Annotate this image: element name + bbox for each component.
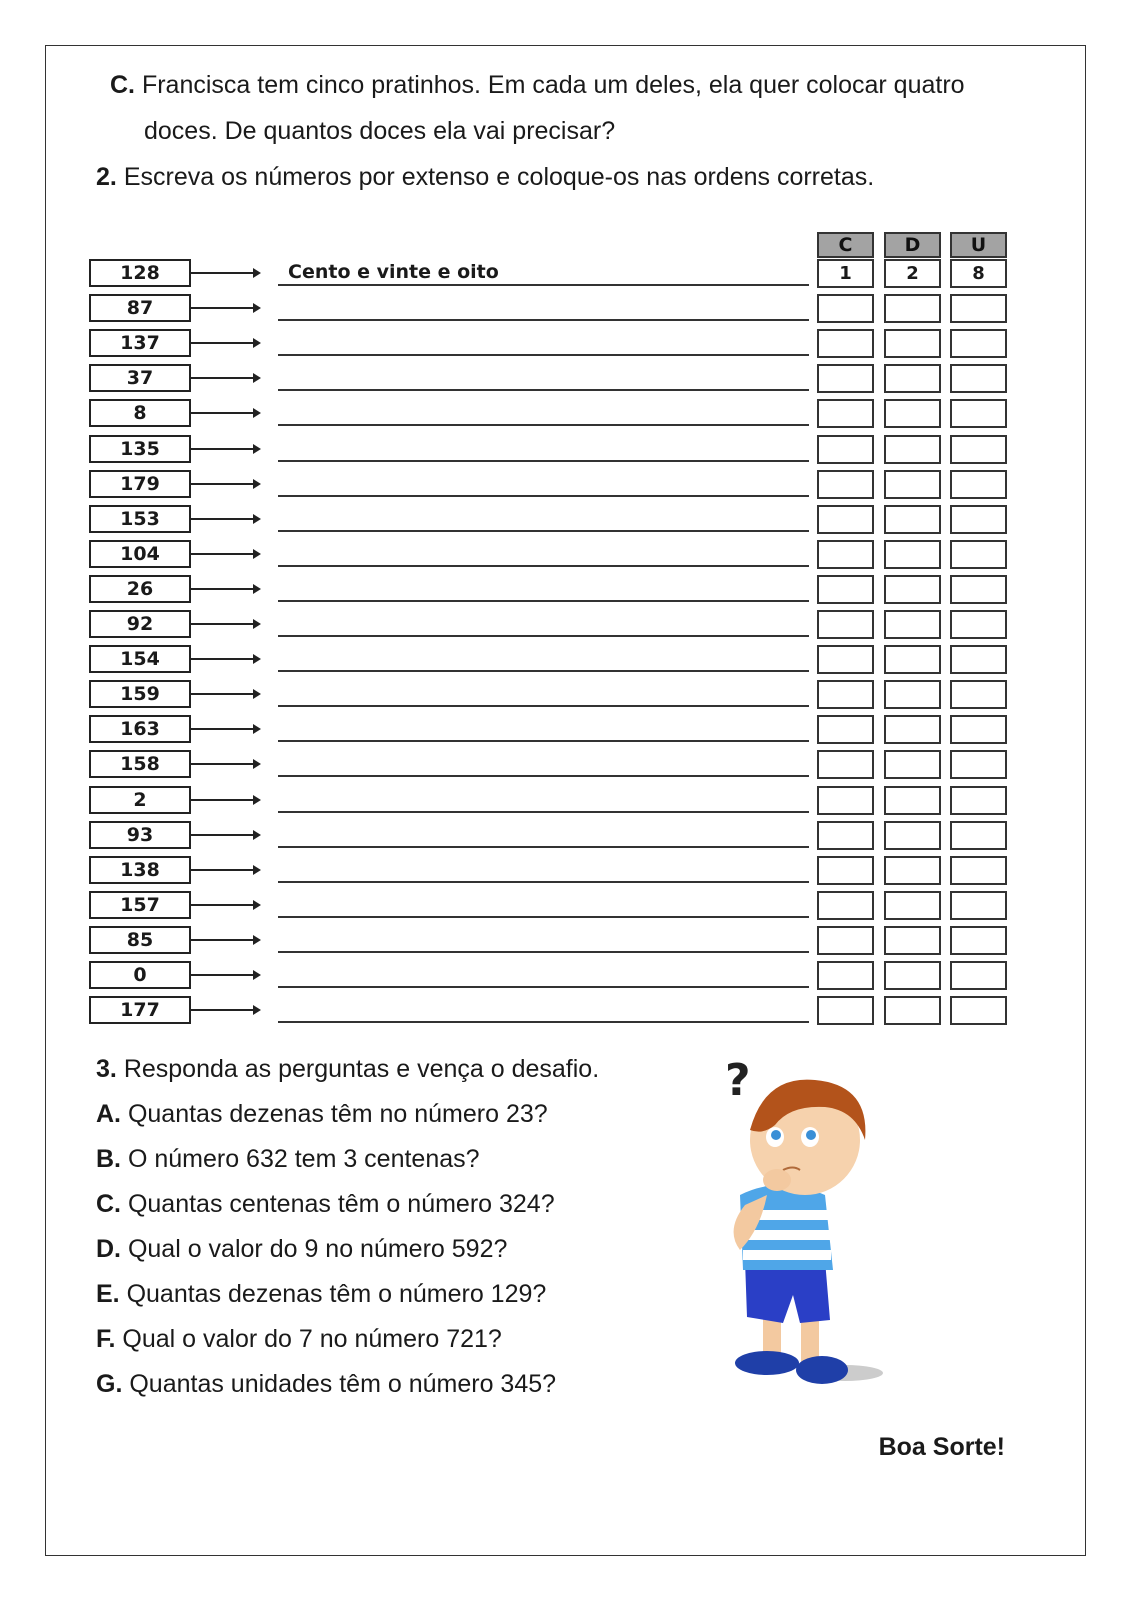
- unidade-cell[interactable]: [950, 435, 1007, 464]
- unidade-cell[interactable]: [950, 329, 1007, 358]
- table-row: [89, 747, 1029, 783]
- unidade-cell[interactable]: [950, 996, 1007, 1025]
- number-box: 26: [89, 575, 191, 603]
- dezena-cell[interactable]: [884, 750, 941, 779]
- written-answer-line[interactable]: [278, 293, 809, 321]
- arrow-right-icon: [191, 869, 259, 871]
- written-answer-line[interactable]: [278, 644, 809, 672]
- arrow-right-icon: [191, 904, 259, 906]
- question-letter: D.: [96, 1235, 121, 1263]
- header-unidade: U: [950, 232, 1007, 258]
- written-answer-line[interactable]: [278, 785, 809, 813]
- written-answer-line[interactable]: [278, 960, 809, 988]
- question-number: 2.: [96, 163, 117, 191]
- unidade-cell[interactable]: [950, 610, 1007, 639]
- table-row: [89, 396, 1029, 432]
- unidade-cell[interactable]: [950, 856, 1007, 885]
- header-dezena: D: [884, 232, 941, 258]
- written-answer-line[interactable]: [278, 469, 809, 497]
- unidade-cell[interactable]: [950, 961, 1007, 990]
- table-row: [89, 712, 1029, 748]
- table-row: [89, 502, 1029, 538]
- number-box: 153: [89, 505, 191, 533]
- number-box: 138: [89, 856, 191, 884]
- written-answer-line[interactable]: [278, 995, 809, 1023]
- dezena-cell[interactable]: [884, 575, 941, 604]
- dezena-cell[interactable]: [884, 996, 941, 1025]
- table-row: [89, 853, 1029, 889]
- challenge-question: [96, 1280, 546, 1309]
- arrow-right-icon: [191, 272, 259, 274]
- written-answer-line[interactable]: [278, 925, 809, 953]
- arrow-right-icon: [191, 448, 259, 450]
- unidade-cell[interactable]: [950, 470, 1007, 499]
- question-letter: A.: [96, 1100, 121, 1128]
- centena-cell[interactable]: [817, 891, 874, 920]
- unidade-cell[interactable]: [950, 715, 1007, 744]
- table-row: [89, 818, 1029, 854]
- centena-cell[interactable]: [817, 680, 874, 709]
- number-box: 179: [89, 470, 191, 498]
- unidade-cell[interactable]: [950, 364, 1007, 393]
- question-number: 3.: [96, 1055, 117, 1083]
- written-answer-line[interactable]: [278, 434, 809, 462]
- centena-cell[interactable]: [817, 926, 874, 955]
- unidade-cell[interactable]: [950, 399, 1007, 428]
- number-box: 158: [89, 750, 191, 778]
- centena-cell[interactable]: [817, 715, 874, 744]
- question-mark-icon: ?: [725, 1055, 751, 1106]
- question-3-title: [96, 1055, 599, 1084]
- dezena-cell[interactable]: [884, 645, 941, 674]
- written-answer-line[interactable]: [278, 504, 809, 532]
- closing-text: Boa Sorte!: [878, 1433, 1005, 1461]
- arrow-right-icon: [191, 553, 259, 555]
- arrow-right-icon: [191, 412, 259, 414]
- table-row: [89, 677, 1029, 713]
- arrow-right-icon: [191, 974, 259, 976]
- centena-cell[interactable]: 1: [817, 259, 874, 288]
- dezena-cell[interactable]: [884, 961, 941, 990]
- question-1c-line1: [110, 71, 965, 100]
- number-box: 177: [89, 996, 191, 1024]
- centena-cell[interactable]: [817, 856, 874, 885]
- arrow-right-icon: [191, 518, 259, 520]
- centena-cell[interactable]: [817, 329, 874, 358]
- number-box: 128: [89, 259, 191, 287]
- arrow-right-icon: [191, 939, 259, 941]
- question-text: Francisca tem cinco pratinhos. Em cada um deles, ela quer colocar quatro: [141, 71, 965, 99]
- unidade-cell[interactable]: [950, 750, 1007, 779]
- arrow-right-icon: [191, 377, 259, 379]
- challenge-question: [96, 1145, 480, 1174]
- number-box: 8: [89, 399, 191, 427]
- challenge-question: [96, 1235, 507, 1264]
- written-answer-line[interactable]: [278, 855, 809, 883]
- number-box: 2: [89, 786, 191, 814]
- unidade-cell[interactable]: 8: [950, 259, 1007, 288]
- question-letter: B.: [96, 1145, 121, 1173]
- table-row: [89, 993, 1029, 1029]
- written-answer-line[interactable]: [278, 328, 809, 356]
- table-row: [89, 958, 1029, 994]
- dezena-cell[interactable]: [884, 540, 941, 569]
- arrow-right-icon: [191, 799, 259, 801]
- written-answer-line[interactable]: [278, 820, 809, 848]
- dezena-cell[interactable]: [884, 505, 941, 534]
- centena-cell[interactable]: [817, 505, 874, 534]
- arrow-right-icon: [191, 658, 259, 660]
- number-box: 85: [89, 926, 191, 954]
- header-centena: C: [817, 232, 874, 258]
- arrow-right-icon: [191, 342, 259, 344]
- centena-cell[interactable]: [817, 645, 874, 674]
- unidade-cell[interactable]: [950, 786, 1007, 815]
- question-text: Responda as perguntas e vença o desafio.: [123, 1055, 600, 1083]
- number-box: 154: [89, 645, 191, 673]
- written-answer-line[interactable]: [278, 363, 809, 391]
- question-text: Qual o valor do 9 no número 592?: [127, 1235, 508, 1263]
- unidade-cell[interactable]: [950, 540, 1007, 569]
- table-row: [89, 291, 1029, 327]
- table-row: [89, 783, 1029, 819]
- number-box: 0: [89, 961, 191, 989]
- unidade-cell[interactable]: [950, 891, 1007, 920]
- dezena-cell[interactable]: [884, 399, 941, 428]
- question-2-title: [96, 163, 874, 192]
- table-row: [89, 642, 1029, 678]
- table-row: [89, 923, 1029, 959]
- number-box: 157: [89, 891, 191, 919]
- dezena-cell[interactable]: [884, 680, 941, 709]
- question-letter: E.: [96, 1280, 120, 1308]
- table-row: [89, 888, 1029, 924]
- arrow-right-icon: [191, 728, 259, 730]
- table-row: [89, 361, 1029, 397]
- centena-cell[interactable]: [817, 294, 874, 323]
- centena-cell[interactable]: [817, 399, 874, 428]
- unidade-cell[interactable]: [950, 680, 1007, 709]
- dezena-cell[interactable]: [884, 610, 941, 639]
- table-row: [89, 467, 1029, 503]
- written-answer-line[interactable]: [278, 574, 809, 602]
- arrow-right-icon: [191, 623, 259, 625]
- arrow-right-icon: [191, 763, 259, 765]
- unidade-cell[interactable]: [950, 575, 1007, 604]
- thinking-boy-illustration: [705, 1055, 895, 1405]
- written-answer-line[interactable]: [278, 749, 809, 777]
- unidade-cell[interactable]: [950, 821, 1007, 850]
- centena-cell[interactable]: [817, 575, 874, 604]
- unidade-cell[interactable]: [950, 645, 1007, 674]
- dezena-cell[interactable]: [884, 715, 941, 744]
- dezena-cell[interactable]: [884, 329, 941, 358]
- written-answer-line[interactable]: Cento e vinte e oito: [278, 258, 809, 286]
- question-letter: G.: [96, 1370, 123, 1398]
- centena-cell[interactable]: [817, 364, 874, 393]
- centena-cell[interactable]: [817, 470, 874, 499]
- number-box: 163: [89, 715, 191, 743]
- written-answer-line[interactable]: [278, 398, 809, 426]
- written-answer-line[interactable]: [278, 539, 809, 567]
- table-row: [89, 432, 1029, 468]
- challenge-question: [96, 1190, 555, 1219]
- centena-cell[interactable]: [817, 435, 874, 464]
- arrow-right-icon: [191, 834, 259, 836]
- centena-cell[interactable]: [817, 750, 874, 779]
- question-text: Quantas dezenas têm no número 23?: [127, 1100, 548, 1128]
- table-row: [89, 572, 1029, 608]
- dezena-cell[interactable]: [884, 926, 941, 955]
- dezena-cell[interactable]: 2: [884, 259, 941, 288]
- arrow-right-icon: [191, 483, 259, 485]
- centena-cell[interactable]: [817, 610, 874, 639]
- written-answer-line[interactable]: [278, 714, 809, 742]
- question-text: Escreva os números por extenso e coloque-os nas ordens corretas.: [123, 163, 875, 191]
- question-1c-line2: doces. De quantos doces ela vai precisar?: [144, 117, 616, 145]
- arrow-right-icon: [191, 588, 259, 590]
- question-text: Qual o valor do 7 no número 721?: [122, 1325, 502, 1353]
- arrow-right-icon: [191, 693, 259, 695]
- centena-cell[interactable]: [817, 996, 874, 1025]
- dezena-cell[interactable]: [884, 821, 941, 850]
- question-letter: C.: [96, 1190, 121, 1218]
- unidade-cell[interactable]: [950, 505, 1007, 534]
- dezena-cell[interactable]: [884, 364, 941, 393]
- unidade-cell[interactable]: [950, 294, 1007, 323]
- question-text: Quantas centenas têm o número 324?: [127, 1190, 555, 1218]
- challenge-question: [96, 1325, 502, 1354]
- table-row: [89, 326, 1029, 362]
- centena-cell[interactable]: [817, 540, 874, 569]
- number-box: 93: [89, 821, 191, 849]
- arrow-right-icon: [191, 1009, 259, 1011]
- written-answer-line[interactable]: [278, 890, 809, 918]
- question-letter: F.: [96, 1325, 116, 1353]
- centena-cell[interactable]: [817, 786, 874, 815]
- number-box: 137: [89, 329, 191, 357]
- number-box: 87: [89, 294, 191, 322]
- number-box: 37: [89, 364, 191, 392]
- arrow-right-icon: [191, 307, 259, 309]
- challenge-question: [96, 1100, 548, 1129]
- number-box: 92: [89, 610, 191, 638]
- question-text: Quantas dezenas têm o número 129?: [126, 1280, 547, 1308]
- question-text: Quantas unidades têm o número 345?: [129, 1370, 557, 1398]
- centena-cell[interactable]: [817, 961, 874, 990]
- dezena-cell[interactable]: [884, 891, 941, 920]
- table-row: [89, 256, 1029, 292]
- dezena-cell[interactable]: [884, 435, 941, 464]
- question-text: O número 632 tem 3 centenas?: [127, 1145, 480, 1173]
- written-answer-line[interactable]: [278, 609, 809, 637]
- number-box: 159: [89, 680, 191, 708]
- question-letter: C.: [110, 71, 135, 99]
- challenge-question: [96, 1370, 556, 1399]
- dezena-cell[interactable]: [884, 470, 941, 499]
- dezena-cell[interactable]: [884, 856, 941, 885]
- number-box: 104: [89, 540, 191, 568]
- unidade-cell[interactable]: [950, 926, 1007, 955]
- written-answer-line[interactable]: [278, 679, 809, 707]
- dezena-cell[interactable]: [884, 786, 941, 815]
- number-box: 135: [89, 435, 191, 463]
- table-row: [89, 537, 1029, 573]
- table-row: [89, 607, 1029, 643]
- centena-cell[interactable]: [817, 821, 874, 850]
- dezena-cell[interactable]: [884, 294, 941, 323]
